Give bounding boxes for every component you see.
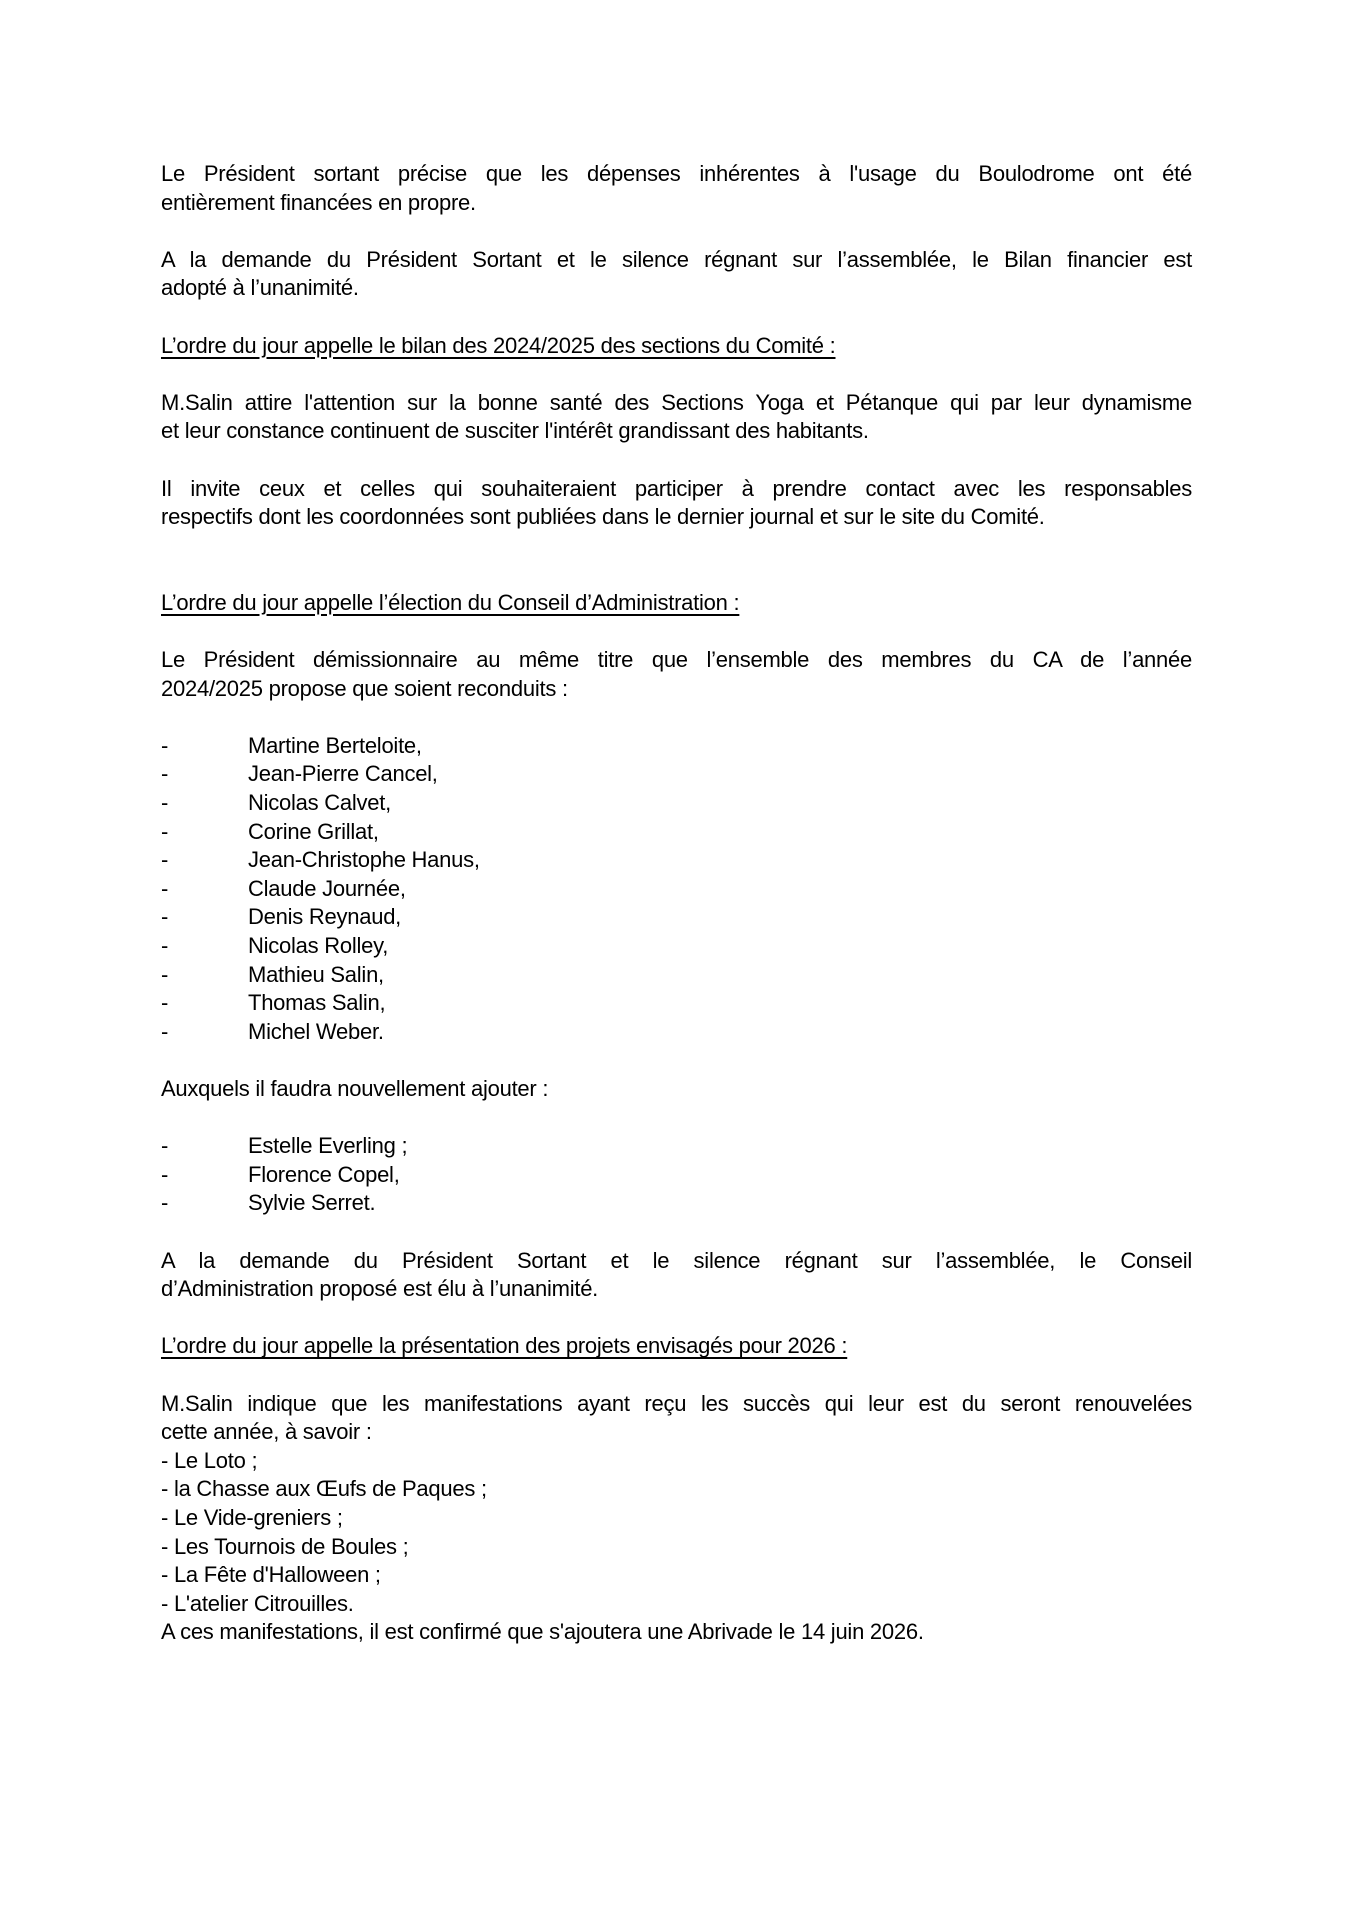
text-line: entièrement financées en propre. [161, 189, 476, 215]
list-item [161, 789, 1192, 818]
dash-bullet: - [161, 732, 169, 758]
list-item [161, 1161, 1192, 1190]
dash-bullet: - [161, 1190, 169, 1216]
list-item-text: Jean-Pierre Cancel, [248, 761, 438, 787]
dash-bullet: - [161, 1133, 169, 1159]
list-item-text: Nicolas Rolley, [248, 933, 389, 959]
text-line: A la demande du Président Sortant et le silence régnant sur l’assemblée, le Bilan financier est [161, 246, 1192, 272]
list-item [161, 875, 1192, 904]
text-line: A ces manifestations, il est confirmé que s'ajoutera une Abrivade le 14 juin 2026. [161, 1619, 924, 1645]
dash-bullet: - [161, 847, 169, 873]
text-line: cette année, à savoir : [161, 1419, 372, 1445]
paragraph [161, 646, 1192, 703]
dash-list [161, 1132, 1192, 1218]
paragraph [161, 1075, 1192, 1104]
paragraph [161, 246, 1192, 303]
dash-bullet: - [161, 761, 169, 787]
text-line: - Le Loto ; [161, 1447, 258, 1473]
list-item-text: Martine Berteloite, [248, 732, 422, 758]
text-line: 2024/2025 propose que soient reconduits : [161, 675, 568, 701]
text-line: M.Salin indique que les manifestations ayant reçu les succès qui leur est du seront renouvelées [161, 1390, 1192, 1416]
heading-line [161, 332, 1192, 361]
list-item [161, 818, 1192, 847]
text-line: - Les Tournois de Boules ; [161, 1533, 409, 1559]
paragraph [161, 1247, 1192, 1304]
text-line: et leur constance continuent de susciter l'intérêt grandissant des habitants. [161, 418, 869, 444]
paragraph [161, 389, 1192, 446]
list-item [161, 760, 1192, 789]
section-heading [161, 1332, 1192, 1361]
text-line: - La Fête d'Halloween ; [161, 1562, 381, 1588]
list-item [161, 1018, 1192, 1047]
list-item-text: Mathieu Salin, [248, 961, 384, 987]
text-line: Auxquels il faudra nouvellement ajouter : [161, 1076, 549, 1101]
list-item-text: Denis Reynaud, [248, 904, 402, 930]
dash-bullet: - [161, 1161, 169, 1187]
list-item [161, 732, 1192, 761]
text-line: A la demande du Président Sortant et le silence régnant sur l’assemblée, le Conseil [161, 1247, 1192, 1273]
paragraph [161, 160, 1192, 217]
heading-text: L’ordre du jour appelle l’élection du Conseil d’Administration : [161, 589, 740, 615]
dash-bullet: - [161, 818, 169, 844]
text-line: Il invite ceux et celles qui souhaiteraient participer à prendre contact avec les responsables [161, 475, 1192, 501]
text-line: Le Président sortant précise que les dépenses inhérentes à l'usage du Boulodrome ont été [161, 161, 1192, 186]
text-line: d’Administration proposé est élu à l’unanimité. [161, 1276, 599, 1302]
heading-text: L’ordre du jour appelle la présentation des projets envisagés pour 2026 : [161, 1333, 848, 1359]
heading-line [161, 589, 1192, 618]
list-item [161, 1189, 1192, 1218]
list-item [161, 846, 1192, 875]
dash-bullet: - [161, 990, 169, 1016]
list-item-text: Michel Weber. [248, 1018, 384, 1044]
section-heading [161, 589, 1192, 618]
paragraph [161, 475, 1192, 532]
list-item [161, 989, 1192, 1018]
dash-bullet: - [161, 875, 169, 901]
list-item [161, 961, 1192, 990]
list-item-text: Nicolas Calvet, [248, 790, 391, 816]
text-line: Le Président démissionnaire au même titre que l’ensemble des membres du CA de l’année [161, 647, 1192, 673]
vertical-spacer [161, 560, 1192, 589]
dash-bullet: - [161, 933, 169, 959]
list-item [161, 1132, 1192, 1161]
list-item-text: Jean-Christophe Hanus, [248, 847, 480, 873]
list-item [161, 903, 1192, 932]
text-line: - la Chasse aux Œufs de Paques ; [161, 1476, 487, 1502]
text-line: - Le Vide-greniers ; [161, 1504, 343, 1530]
list-item-text: Sylvie Serret. [248, 1190, 376, 1216]
list-item-text: Corine Grillat, [248, 818, 379, 844]
section-heading [161, 332, 1192, 361]
dash-bullet: - [161, 1018, 169, 1044]
text-line: adopté à l’unanimité. [161, 275, 359, 301]
paragraph [161, 1390, 1192, 1647]
list-item-text: Claude Journée, [248, 875, 406, 901]
list-item-text: Thomas Salin, [248, 990, 386, 1016]
list-item-text: Estelle Everling ; [248, 1133, 408, 1159]
dash-list [161, 732, 1192, 1047]
text-line: M.Salin attire l'attention sur la bonne santé des Sections Yoga et Pétanque qui par leur dynamisme [161, 389, 1192, 415]
text-line: - L'atelier Citrouilles. [161, 1590, 354, 1616]
heading-line [161, 1332, 1192, 1361]
list-item-text: Florence Copel, [248, 1161, 400, 1187]
text-line: respectifs dont les coordonnées sont publiées dans le dernier journal et sur le site du Comité. [161, 504, 1045, 530]
list-item [161, 932, 1192, 961]
document-page [161, 160, 1192, 1675]
dash-bullet: - [161, 961, 169, 987]
dash-bullet: - [161, 790, 169, 816]
heading-text: L’ordre du jour appelle le bilan des 2024/2025 des sections du Comité : [161, 332, 836, 358]
dash-bullet: - [161, 904, 169, 930]
